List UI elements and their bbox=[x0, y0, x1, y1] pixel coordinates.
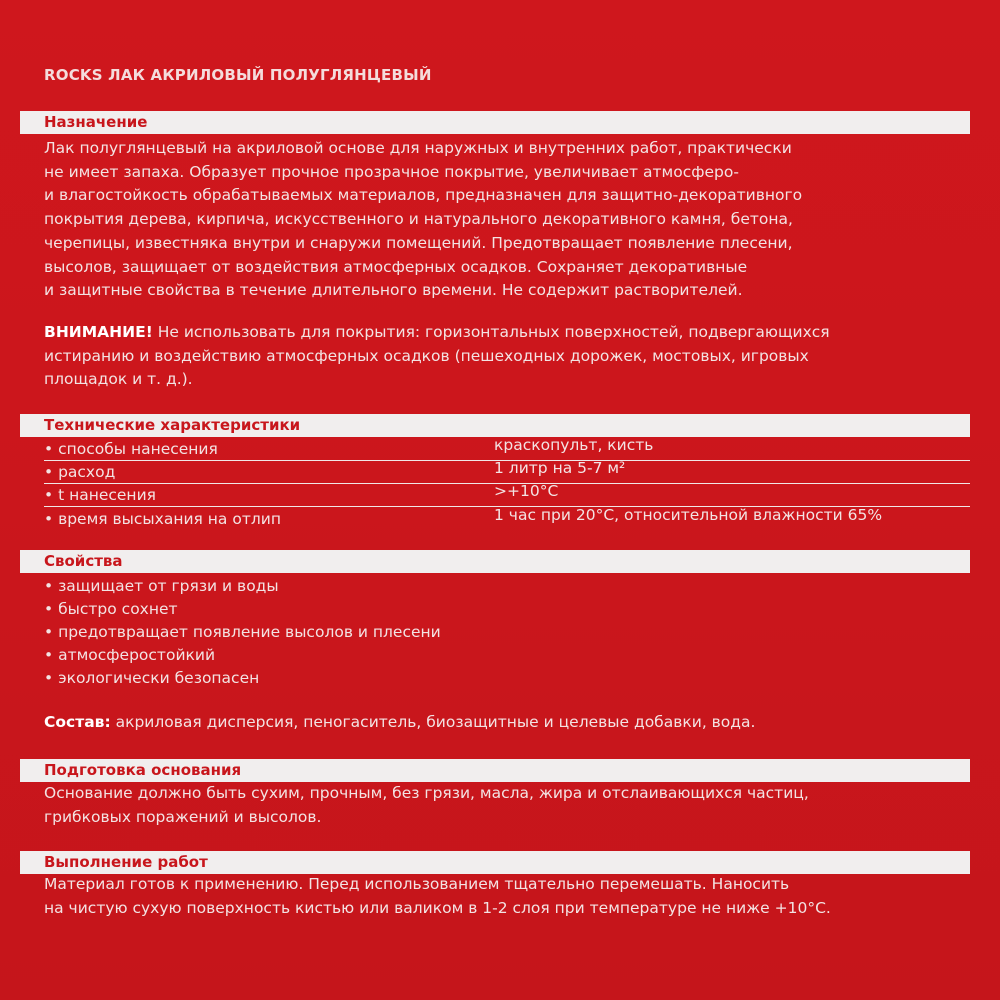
spec-row bbox=[44, 483, 970, 507]
spec-name: • расход bbox=[44, 463, 116, 481]
warning-label: ВНИМАНИЕ! bbox=[44, 323, 153, 341]
purpose-line: и защитные свойства в течение длительного времени. Не содержит растворителей. bbox=[44, 281, 743, 300]
properties-list bbox=[44, 575, 441, 690]
composition-value: акриловая дисперсия, пеногаситель, биозащитные и целевые добавки, вода. bbox=[110, 713, 756, 731]
section-heading-specs: Технические характеристики bbox=[44, 416, 301, 434]
section-heading-application: Выполнение работ bbox=[44, 853, 208, 871]
spec-row bbox=[44, 460, 970, 484]
purpose-line: Лак полуглянцевый на акриловой основе для наружных и внутренних работ, практически bbox=[44, 139, 792, 157]
section-band-purpose bbox=[20, 111, 970, 134]
application-line: на чистую сухую поверхность кистью или валиком в 1-2 слоя при температуре не ниже +10°С. bbox=[44, 898, 831, 917]
warning-text bbox=[44, 321, 830, 392]
section-heading-properties: Свойства bbox=[44, 552, 123, 570]
section-heading-preparation: Подготовка основания bbox=[44, 761, 242, 779]
purpose-line: покрытия дерева, кирпича, искусственного и натурального декоративного камня, бетона, bbox=[44, 210, 793, 229]
composition-text bbox=[44, 711, 755, 735]
warning-first-line: Не использовать для покрытия: горизонтальных поверхностей, подвергающихся bbox=[152, 323, 830, 341]
property-item: • защищает от грязи и воды bbox=[44, 577, 279, 595]
warning-line: истиранию и воздействию атмосферных осадков (пешеходных дорожек, мостовых, игровых bbox=[44, 346, 809, 365]
spec-name: • t нанесения bbox=[44, 486, 156, 504]
property-item: • предотвращает появление высолов и плесени bbox=[44, 623, 441, 641]
product-title: ROCKS ЛАК АКРИЛОВЫЙ ПОЛУГЛЯНЦЕВЫЙ bbox=[44, 66, 432, 84]
purpose-line: не имеет запаха. Образует прочное прозрачное покрытие, увеличивает атмосферо- bbox=[44, 162, 739, 181]
spec-value: краскопульт, кисть bbox=[494, 436, 654, 454]
section-band-specs bbox=[20, 414, 970, 437]
spec-name: • время высыхания на отлип bbox=[44, 510, 281, 528]
spec-row bbox=[44, 507, 970, 530]
application-text bbox=[44, 873, 831, 920]
composition-line bbox=[44, 711, 755, 735]
spec-name: • способы нанесения bbox=[44, 440, 218, 458]
spec-value: >+10°C bbox=[494, 482, 559, 500]
purpose-line: черепицы, известняка внутри и снаружи помещений. Предотвращает появление плесени, bbox=[44, 233, 793, 252]
warning-line bbox=[44, 321, 830, 345]
preparation-line: грибковых поражений и высолов. bbox=[44, 807, 322, 826]
application-line: Материал готов к применению. Перед использованием тщательно перемешать. Наносить bbox=[44, 875, 790, 893]
spec-value: 1 час при 20°C, относительной влажности 65% bbox=[494, 506, 883, 524]
preparation-text bbox=[44, 782, 809, 829]
property-item: • экологически безопасен bbox=[44, 669, 260, 687]
section-band-application bbox=[20, 851, 970, 874]
section-heading-purpose: Назначение bbox=[44, 113, 148, 131]
purpose-line: высолов, защищает от воздействия атмосферных осадков. Сохраняет декоративные bbox=[44, 257, 748, 276]
purpose-text bbox=[44, 137, 802, 303]
spec-row bbox=[44, 437, 970, 461]
preparation-line: Основание должно быть сухим, прочным, без грязи, масла, жира и отслаивающихся частиц, bbox=[44, 784, 809, 802]
property-item: • быстро сохнет bbox=[44, 600, 178, 618]
property-item: • атмосферостойкий bbox=[44, 646, 216, 664]
section-band-preparation bbox=[20, 759, 970, 782]
composition-label: Состав: bbox=[44, 713, 111, 731]
spec-value: 1 литр на 5-7 м² bbox=[494, 459, 626, 477]
warning-line: площадок и т. д.). bbox=[44, 370, 193, 389]
purpose-line: и влагостойкость обрабатываемых материалов, предназначен для защитно-декоративного bbox=[44, 186, 803, 205]
section-band-properties bbox=[20, 550, 970, 573]
